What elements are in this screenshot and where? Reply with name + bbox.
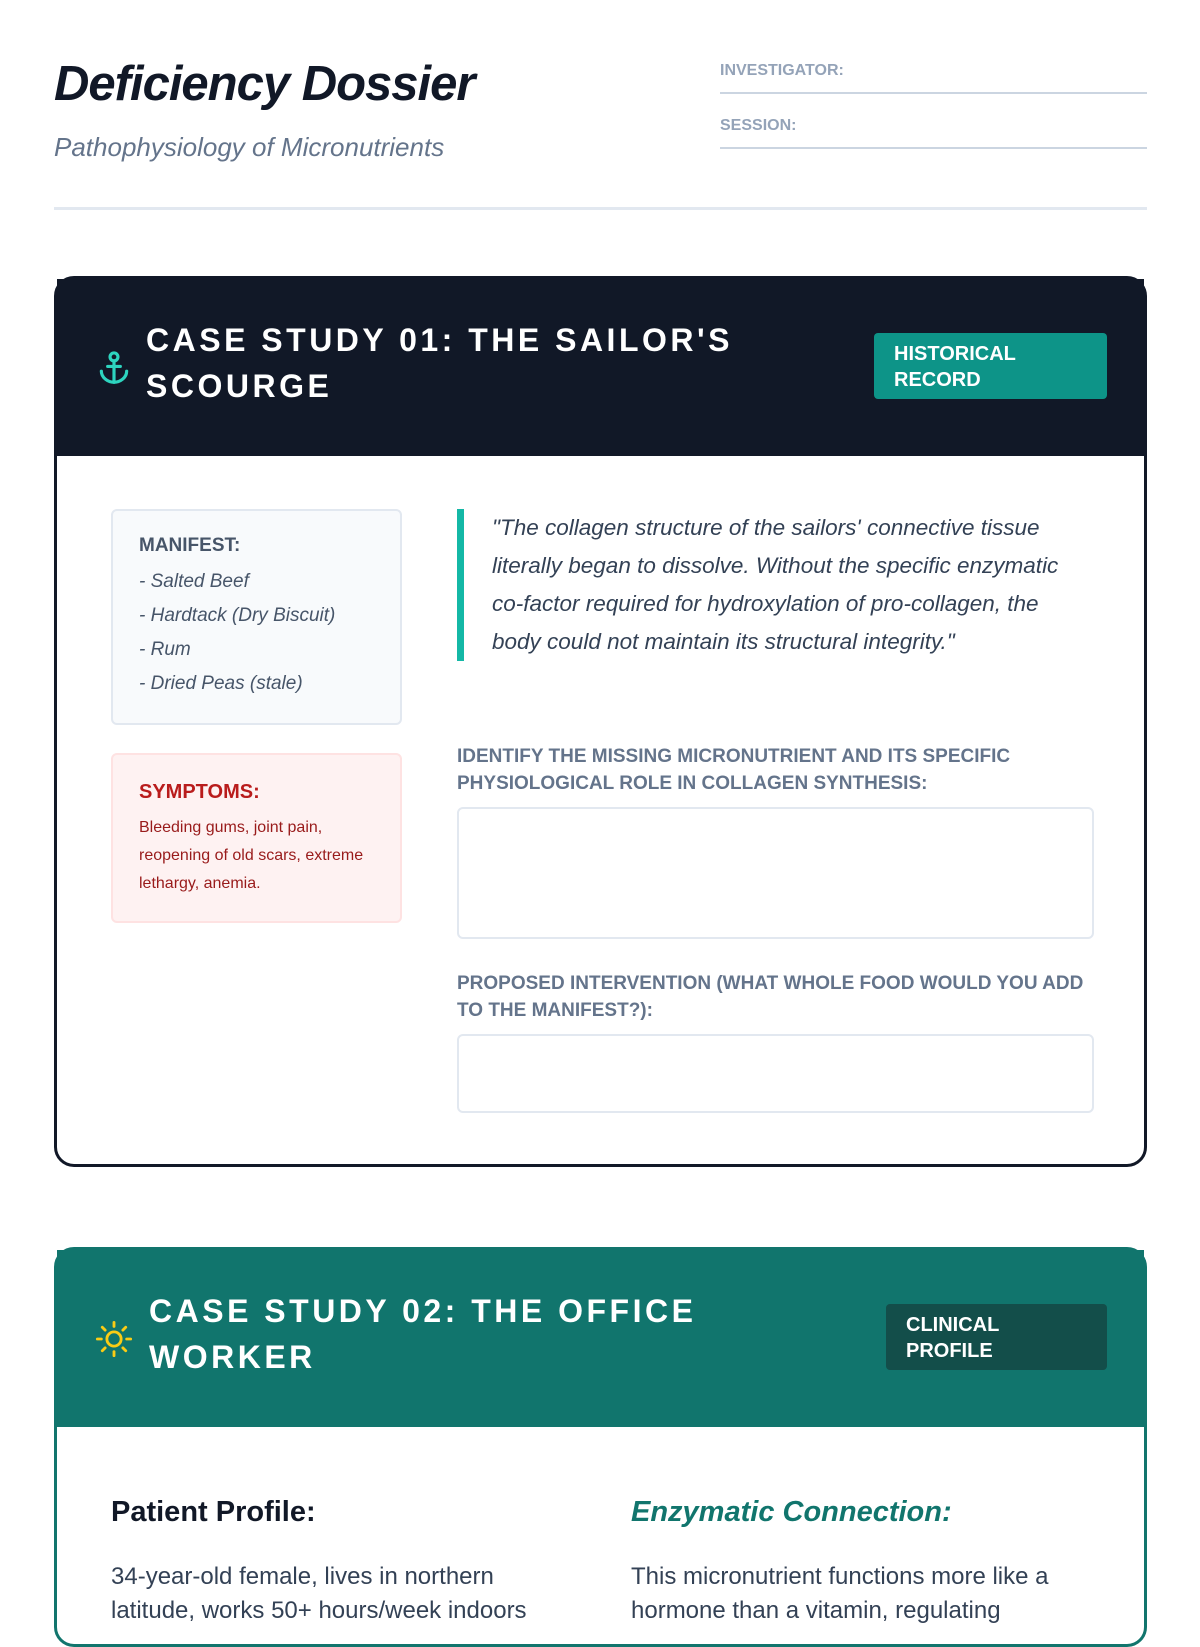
- session-field[interactable]: [720, 109, 1147, 149]
- manifest-item: - Hardtack (Dry Biscuit): [139, 605, 336, 626]
- symptoms-label: SYMPTOMS:: [139, 781, 260, 803]
- case-study-02-title: CASE STUDY 02: THE OFFICE WORKER: [149, 1293, 697, 1375]
- sun-icon: [95, 1320, 133, 1358]
- symptoms-text: Bleeding gums, joint pain, reopening of old scars, extreme lethargy, anemia.: [139, 819, 364, 892]
- patient-profile-heading: Patient Profile:: [111, 1496, 316, 1528]
- manifest-item: - Salted Beef: [139, 571, 249, 592]
- session-label: SESSION:: [720, 117, 797, 134]
- investigator-field[interactable]: [720, 54, 1147, 94]
- patient-profile-text: 34-year-old female, lives in northern latitude, works 50+ hours/week indoors: [111, 1563, 527, 1624]
- case-study-01-header: [57, 279, 1144, 456]
- question-intervention-label: PROPOSED INTERVENTION (WHAT WHOLE FOOD WOULD YOU ADD TO THE MANIFEST?):: [457, 973, 1084, 1021]
- case-study-02-header: [57, 1250, 1144, 1427]
- manifest-item: - Rum: [139, 639, 191, 660]
- enzymatic-connection-text: This micronutrient functions more like a hormone than a vitamin, regulating: [631, 1563, 1049, 1624]
- question-micronutrient-label: IDENTIFY THE MISSING MICRONUTRIENT AND ITS SPECIFIC PHYSIOLOGICAL ROLE IN COLLAGEN SYNTHESIS:: [457, 746, 1011, 794]
- manifest-label: MANIFEST:: [139, 535, 241, 556]
- intervention-answer-field[interactable]: [457, 1034, 1094, 1113]
- micronutrient-answer-field[interactable]: [457, 807, 1094, 939]
- investigator-label: INVESTIGATOR:: [720, 62, 844, 79]
- manifest-box: [111, 509, 402, 725]
- anchor-icon: [95, 349, 133, 387]
- historical-record-badge: HISTORICAL RECORD: [874, 333, 1107, 399]
- case-study-01-title: CASE STUDY 01: THE SAILOR'S SCOURGE: [146, 322, 733, 404]
- case-study-02-card: [54, 1247, 1147, 1647]
- page-header: [54, 54, 1147, 210]
- symptoms-box: [111, 753, 402, 923]
- case-quote: "The collagen structure of the sailors' connective tissue literally began to dissolve. Without the specific enzymatic co-factor required for hydroxylation of pro-collagen, the body could not maintain its structural integrity.": [457, 509, 1093, 661]
- manifest-item: - Dried Peas (stale): [139, 673, 303, 694]
- page-subtitle: Pathophysiology of Micronutrients: [54, 132, 445, 162]
- case-study-01-card: [54, 276, 1147, 1167]
- enzymatic-connection-heading: Enzymatic Connection:: [631, 1496, 952, 1528]
- clinical-profile-badge: CLINICAL PROFILE: [886, 1304, 1107, 1370]
- page-title: Deficiency Dossier: [54, 57, 475, 111]
